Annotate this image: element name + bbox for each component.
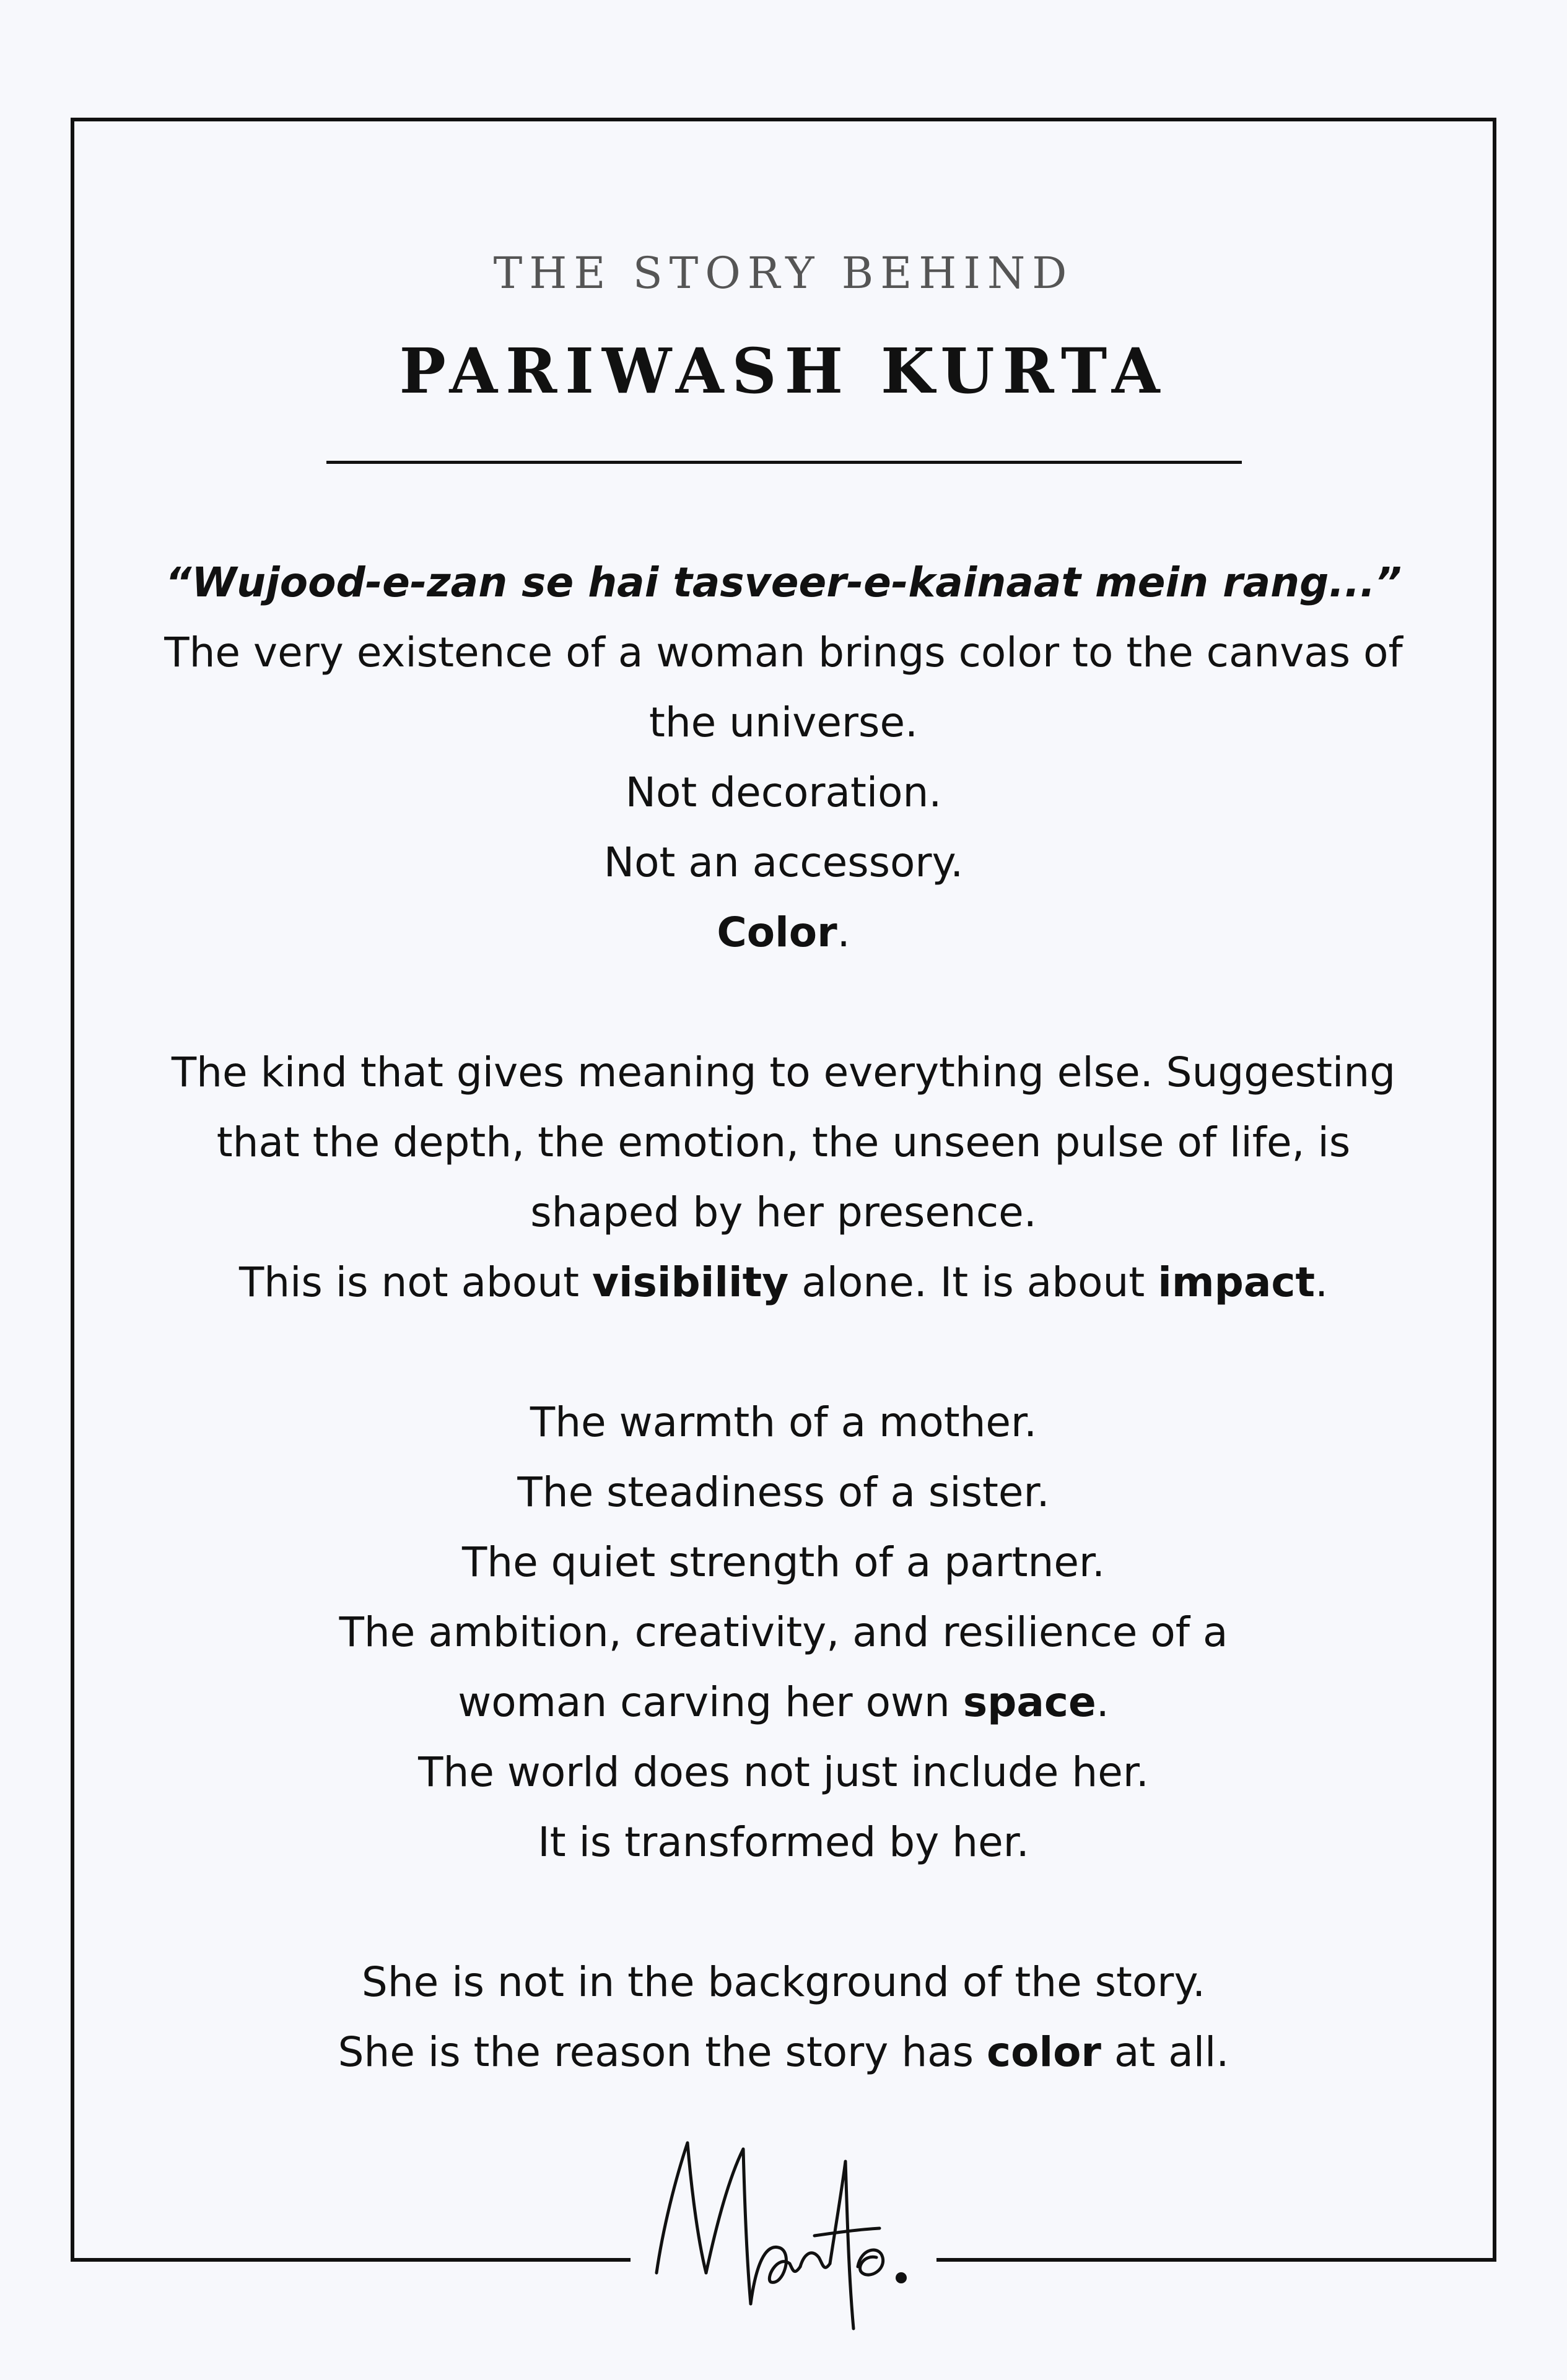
emphasis-space: space bbox=[962, 1678, 1096, 1726]
text-line: She is the reason the story has color at all. bbox=[338, 2028, 1229, 2076]
emphasis-color: Color bbox=[717, 909, 837, 956]
manto-signature-logo bbox=[638, 2130, 929, 2335]
text-line: Color. bbox=[717, 909, 850, 956]
text-line: The warmth of a mother. bbox=[530, 1398, 1037, 1446]
text-line: the universe. bbox=[648, 699, 919, 746]
text-line: She is not in the background of the story. bbox=[361, 1958, 1206, 2006]
urdu-quote: “Wujood-e-zan se hai tasveer-e-kainaat mein rang...” bbox=[165, 559, 1402, 606]
text-line: that the depth, the emotion, the unseen pulse of life, is bbox=[216, 1118, 1351, 1166]
text-line: The very existence of a woman brings color to the canvas of bbox=[164, 629, 1403, 676]
eyebrow-heading: THE STORY BEHIND bbox=[493, 248, 1074, 299]
text-line: shaped by her presence. bbox=[530, 1188, 1037, 1236]
signature-dot bbox=[896, 2272, 907, 2283]
text-line: The kind that gives meaning to everything else. Suggesting bbox=[171, 1048, 1396, 1096]
page-title: PARIWASH KURTA bbox=[399, 334, 1168, 408]
text-line: Not decoration. bbox=[625, 769, 942, 816]
story-text bbox=[124, 547, 1443, 2087]
text-line: The steadiness of a sister. bbox=[517, 1468, 1050, 1516]
text-line: The world does not just include her. bbox=[418, 1748, 1149, 1796]
emphasis-color-final: color bbox=[987, 2028, 1101, 2076]
text-line: The quiet strength of a partner. bbox=[461, 1538, 1106, 1586]
text-line: Not an accessory. bbox=[603, 839, 964, 886]
emphasis-visibility: visibility bbox=[591, 1258, 789, 1306]
text-line: woman carving her own space. bbox=[458, 1678, 1109, 1726]
text-line: It is transformed by her. bbox=[538, 1818, 1029, 1866]
emphasis-impact: impact bbox=[1158, 1258, 1316, 1306]
text-line: The ambition, creativity, and resilience of a bbox=[339, 1608, 1228, 1656]
title-divider bbox=[326, 461, 1242, 464]
text-line: This is not about visibility alone. It is about impact. bbox=[238, 1258, 1329, 1306]
